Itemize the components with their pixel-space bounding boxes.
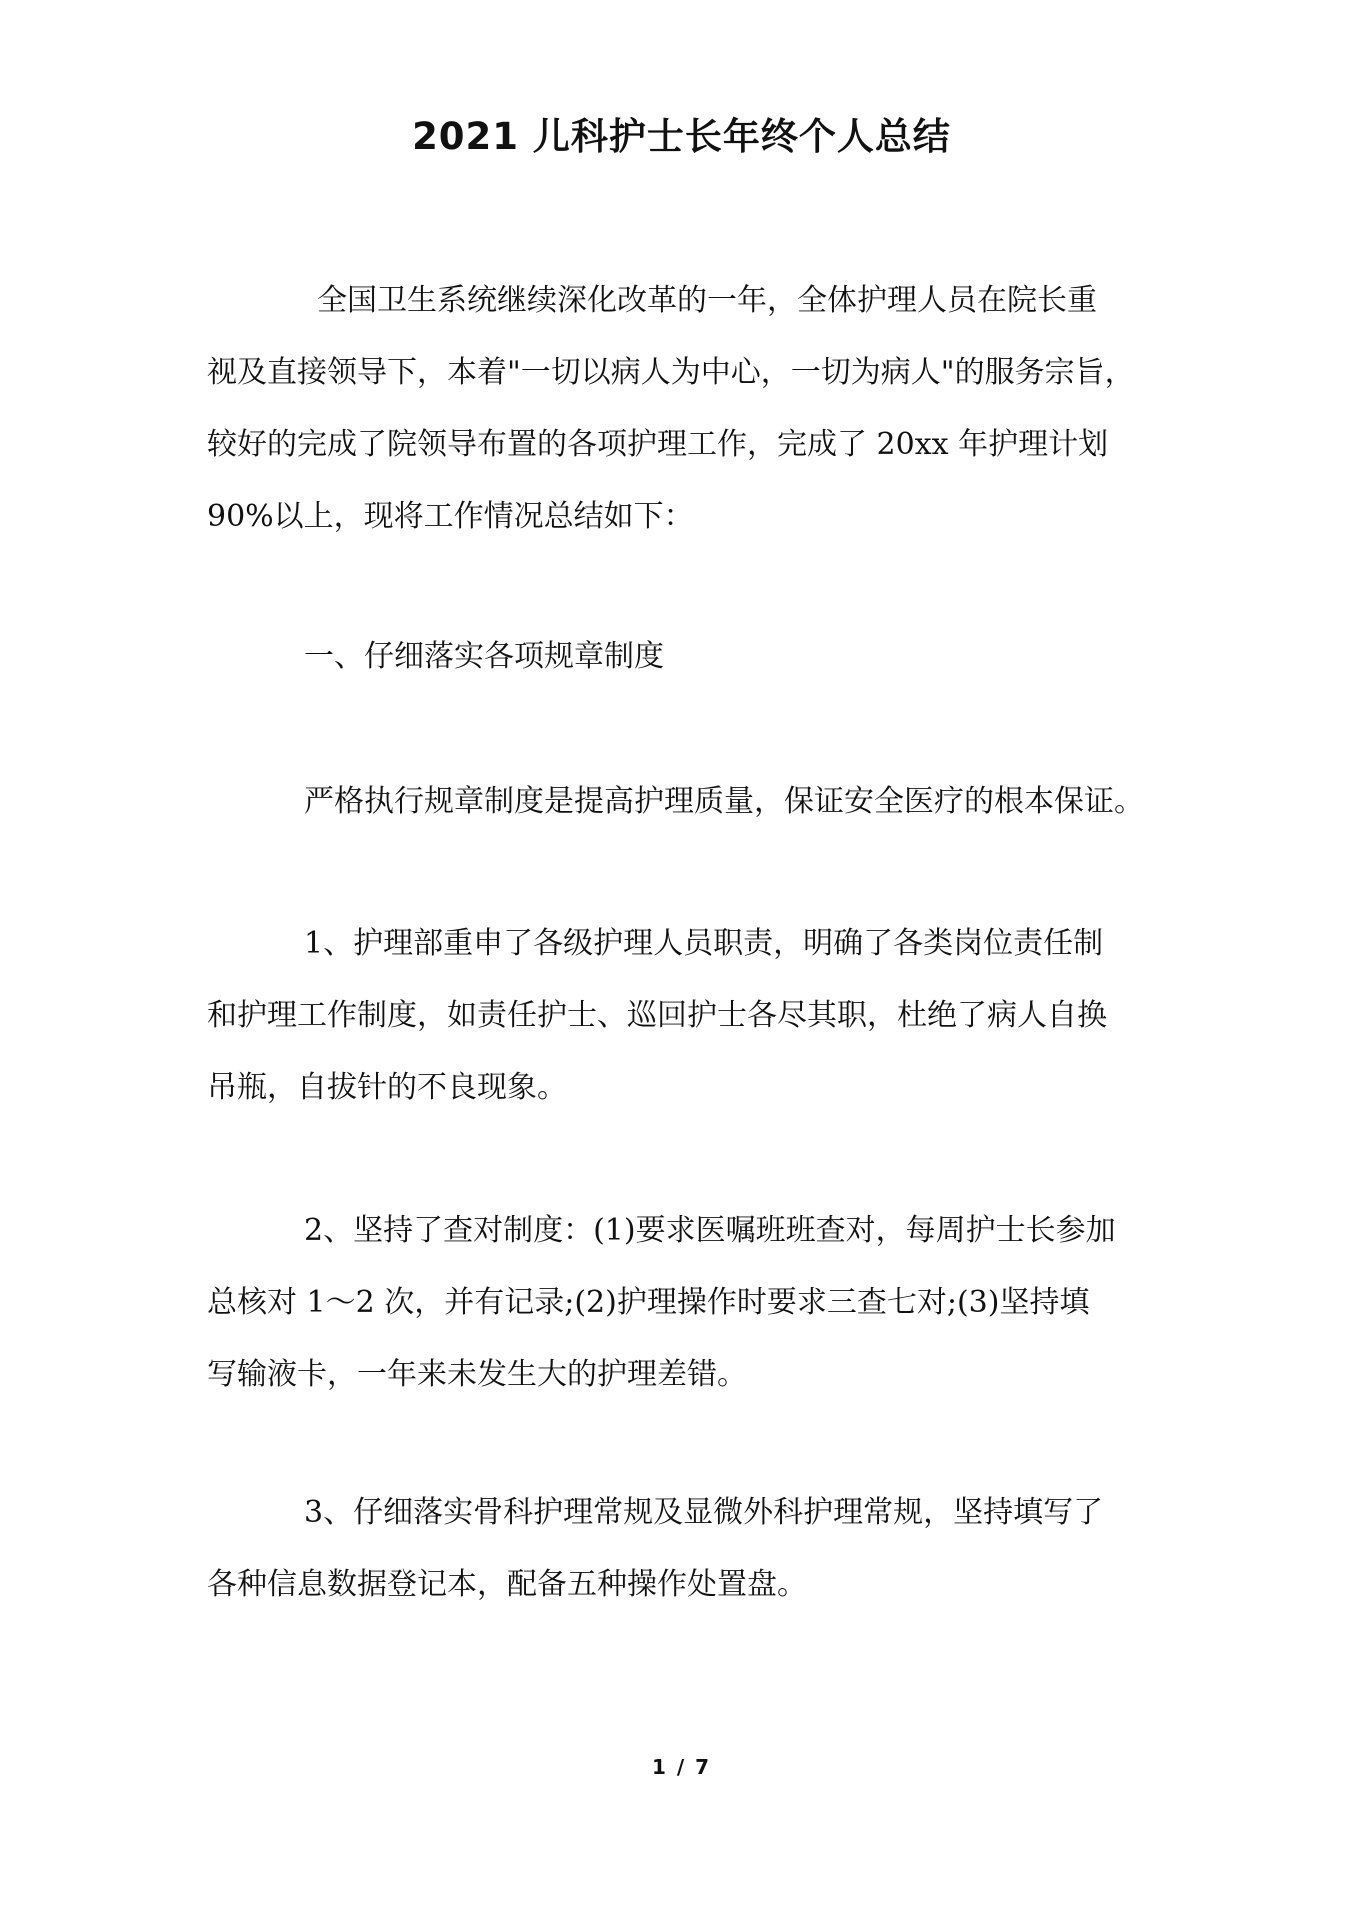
paragraph-line: 较好的完成了院领导布置的各项护理工作，完成了 20xx 年护理计划 <box>207 427 1109 462</box>
paragraph-principle <box>207 766 1177 838</box>
paragraph-line: 视及直接领导下，本着"一切以病人为中心，一切为病人"的服务宗旨， <box>207 355 1135 390</box>
paragraph-line: 全国卫生系统继续深化改革的一年，全体护理人员在院长重 <box>317 283 1097 318</box>
section-heading-text: 一、仔细落实各项规章制度 <box>304 639 664 674</box>
paragraph-line: 各种信息数据登记本，配备五种操作处置盘。 <box>207 1567 807 1602</box>
paragraph-line: 严格执行规章制度是提高护理质量，保证安全医疗的根本保证。 <box>304 784 1144 819</box>
paragraph-item-1 <box>207 908 1177 1124</box>
paragraph-intro <box>207 265 1177 553</box>
paragraph-line: 和护理工作制度，如责任护士、巡回护士各尽其职，杜绝了病人自换 <box>207 998 1107 1033</box>
paragraph-item-2 <box>207 1195 1177 1411</box>
paragraph-line: 2、坚持了查对制度：(1)要求医嘱班班查对，每周护士长参加 <box>304 1213 1116 1248</box>
section-heading <box>207 621 1177 693</box>
paragraph-item-3 <box>207 1477 1177 1621</box>
paragraph-line: 3、仔细落实骨科护理常规及显微外科护理常规，坚持填写了 <box>304 1495 1104 1530</box>
page-number: 1 / 7 <box>651 1755 712 1779</box>
paragraph-line: 写输液卡，一年来未发生大的护理差错。 <box>207 1357 747 1392</box>
paragraph-line: 1、护理部重申了各级护理人员职责，明确了各类岗位责任制 <box>304 926 1104 961</box>
document-title: 2021 儿科护士长年终个人总结 <box>412 115 951 158</box>
paragraph-line: 90%以上，现将工作情况总结如下： <box>207 499 694 534</box>
paragraph-line: 总核对 1～2 次，并有记录;(2)护理操作时要求三查七对;(3)坚持填 <box>207 1285 1090 1320</box>
paragraph-line: 吊瓶，自拔针的不良现象。 <box>207 1070 567 1105</box>
